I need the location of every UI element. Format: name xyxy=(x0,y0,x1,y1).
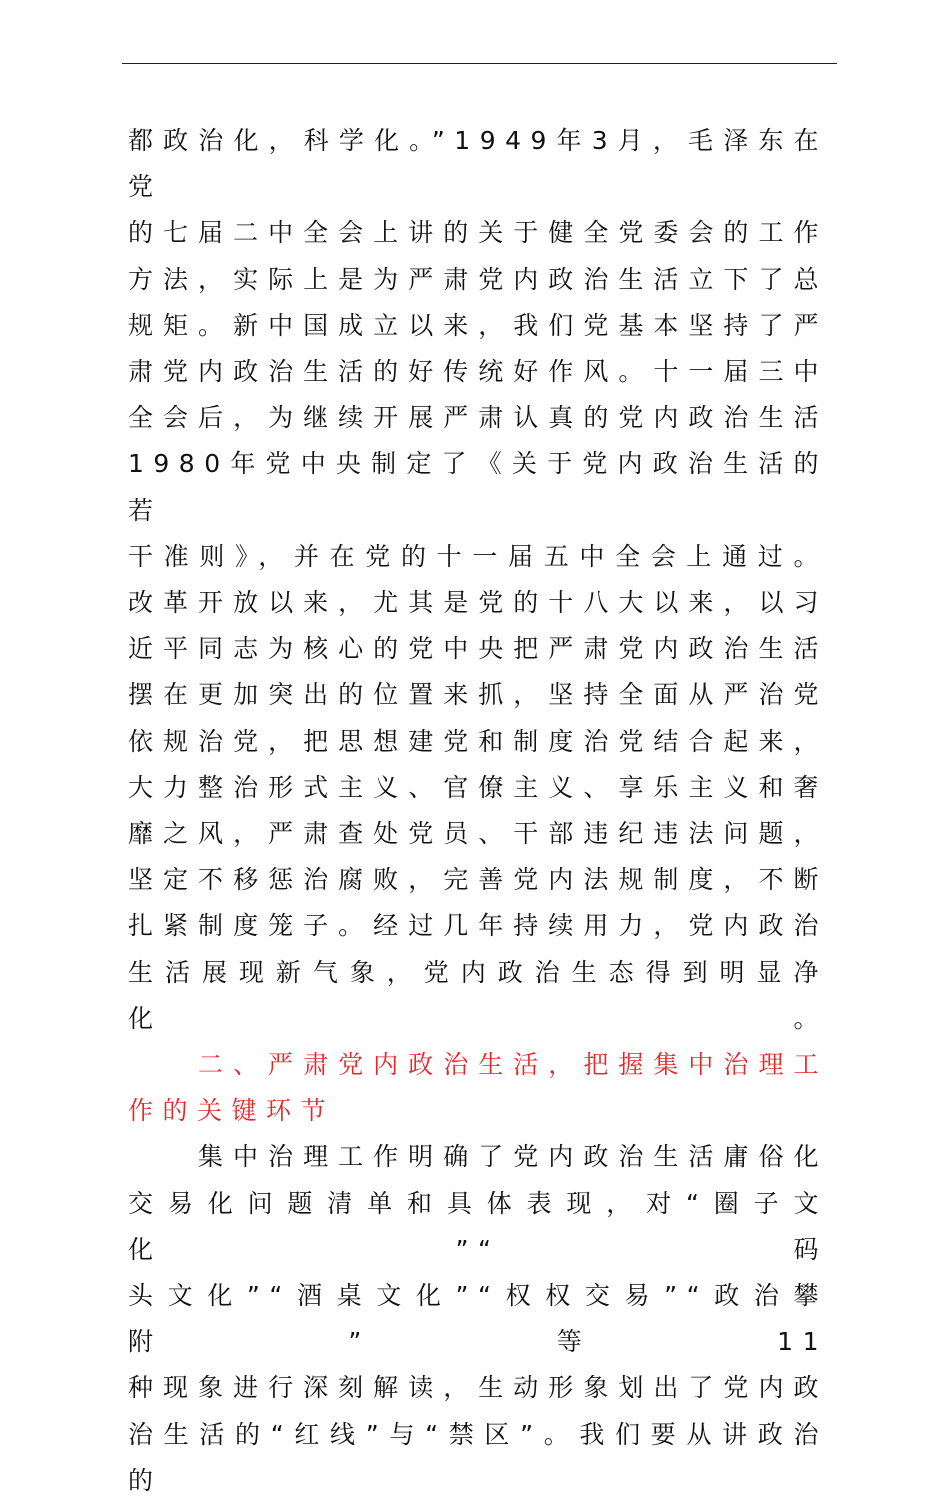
text-line: 扎紧制度笼子。经过几年持续用力，党内政治 xyxy=(128,911,828,941)
text-line: 靡之风，严肃查处党员、干部违纪违法问题， xyxy=(128,819,828,849)
text-line: 全会后，为继续开展严肃认真的党内政治生活 xyxy=(128,403,828,433)
text-line: 近平同志为核心的党中央把严肃党内政治生活 xyxy=(128,634,828,664)
text-line: 1980年党中央制定了《关于党内政治生活的若 xyxy=(128,449,828,525)
text-line: 摆在更加突出的位置来抓，坚持全面从严治党 xyxy=(128,680,828,710)
text-line: 头文化”“酒桌文化”“权权交易”“政治攀附”等11 xyxy=(128,1281,828,1357)
text-line: 依规治党，把思想建党和制度治党结合起来， xyxy=(128,726,828,756)
paragraph-1 xyxy=(128,118,828,1042)
text-line: 规矩。新中国成立以来，我们党基本坚持了严 xyxy=(128,310,828,340)
text-line: 干准则》，并在党的十一届五中全会上通过。 xyxy=(128,541,828,571)
heading-line: 二、严肃党内政治生活，把握集中治理工 xyxy=(198,1050,828,1080)
text-line: 种现象进行深刻解读，生动形象划出了党内政 xyxy=(128,1373,828,1403)
heading-line: 作的关键环节 xyxy=(128,1096,336,1126)
text-line: 都政治化，科学化。”1949年3月，毛泽东在党 xyxy=(128,126,828,202)
text-line: 方法，实际上是为严肃党内政治生活立下了总 xyxy=(128,264,828,294)
paragraph-2 xyxy=(128,1134,828,1504)
text-line: 肃党内政治生活的好传统好作风。十一届三中 xyxy=(128,357,828,387)
text-line: 的七届二中全会上讲的关于健全党委会的工作 xyxy=(128,218,828,248)
text-line: 交易化问题清单和具体表现，对“圈子文化”“码 xyxy=(128,1188,828,1264)
document-body xyxy=(128,118,828,1504)
header-rule xyxy=(122,63,837,64)
text-line: 大力整治形式主义、官僚主义、享乐主义和奢 xyxy=(128,772,828,802)
text-line: 治生活的“红线”与“禁区”。我们要从讲政治的 xyxy=(128,1419,828,1495)
section-heading xyxy=(128,1042,828,1134)
text-line: 改革开放以来，尤其是党的十八大以来，以习 xyxy=(128,588,828,618)
text-line: 坚定不移惩治腐败，完善党内法规制度，不断 xyxy=(128,865,828,895)
text-line: 集中治理工作明确了党内政治生活庸俗化 xyxy=(198,1142,828,1172)
text-line: 生活展现新气象，党内政治生态得到明显净化。 xyxy=(128,957,828,1033)
